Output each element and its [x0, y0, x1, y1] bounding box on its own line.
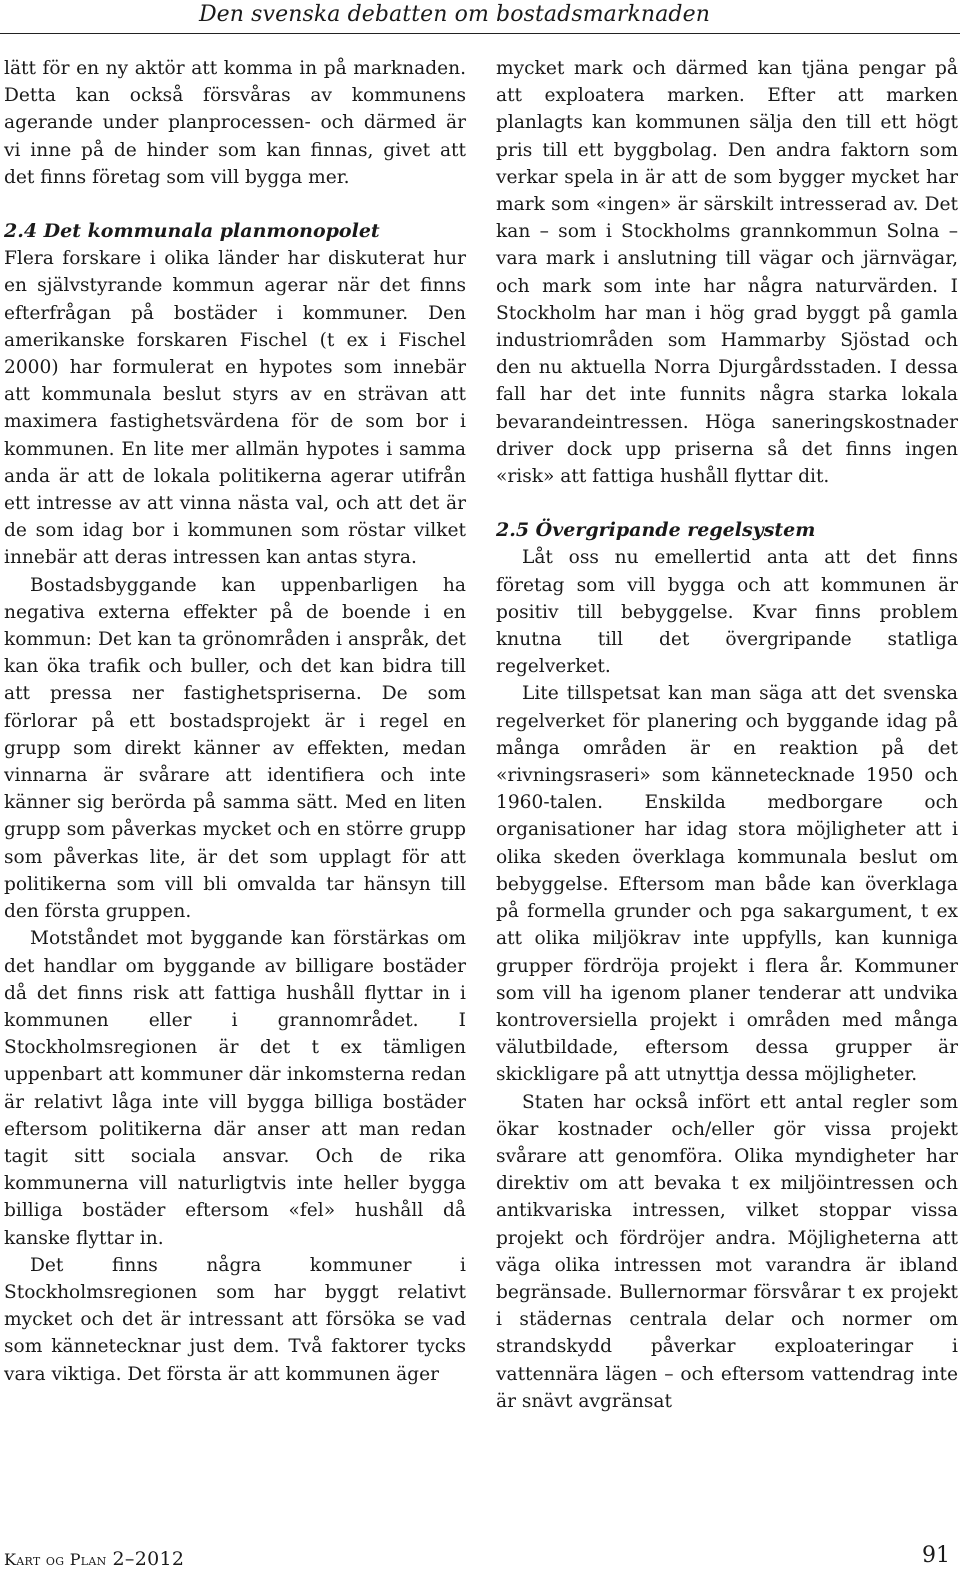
header-rule — [0, 33, 960, 34]
left-paragraph-2: Flera forskare i olika länder har diskuterat hur en självstyrande kommun agerar när det finns efterfrågan på bostäder i kommuner. Den amerikanske forskaren Fischel (t ex i Fischel 2000) har formulerat en hypotes som innebär att kommunala beslut styrs av en strävan att maximera fastighetsvärdena för de som bor i kommunen. En lite mer allmän hypotes i samma anda är att de lokala politikerna agerar utifrån ett intresse av att vinna nästa val, och att det är de som idag bor i kommunen som röstar vilket innebär att deras intressen kan antas styra. — [4, 248, 466, 569]
left-paragraph-4: Motståndet mot byggande kan förstärkas om det handlar om byggande av billigare bostäder då det finns risk att fattiga hushåll flyttar in i kommunen eller i grannområdet. I Stockholmsregionen är det t ex tämligen uppenbart att kommuner där inkomsterna redan är relativt låga inte vill bygga billiga bostäder eftersom politikerna där anser att man redan tagit sitt sociala ansvar. Och de rika kommunerna vill naturligtvis inte heller bygga billiga bostäder eftersom «fel» hushåll då kanske flyttar in. — [4, 928, 466, 1249]
running-title: Den svenska debatten om bostadsmarknaden — [198, 2, 710, 27]
issue-number: 2–2012 — [112, 1548, 185, 1570]
page-number: 91 — [922, 1543, 950, 1568]
section-heading-2-5: 2.5 Övergripande regelsystem — [496, 519, 816, 542]
journal-name: Kart og Plan — [4, 1550, 107, 1569]
left-paragraph-1: lätt för en ny aktör att komma in på marknaden. Detta kan också försvåras av kommunens agerande under planprocessen- och därmed är vi inne på de hinder som kan finnas, givet att det finns företag som vill bygga mer. — [4, 58, 466, 188]
right-paragraph-3: Lite tillspetsat kan man säga att det svenska regelverket för planering och byggande idag på många områden är en reaktion på det «rivningsraseri» som kännetecknade 1950 och 1960-talen. Enskilda medborgare och organisationer har idag stora möjligheter att i olika skeden överklaga kommunala beslut om bebyggelse. Eftersom man både kan överklaga på formella grunder och pga sakargument, t ex att olika miljökrav inte uppfylls, kan kunniga grupper fördröja projekt i flera år. Kommuner som vill ha igenom planer tenderar att undvika kontroversiella projekt i områden med många välutbildade, eftersom dessa grupper är skickligare på att utnyttja dessa möjligheter. — [496, 683, 958, 1086]
left-paragraph-3: Bostadsbyggande kan uppenbarligen ha negativa externa effekter på de boende i en kommun: Det kan ta grönområden i anspråk, det kan öka trafik och buller, och det kan bidra till att pressa ner fastighetspriserna. De som förlorar på ett bostadsprojekt är i regel en grupp som direkt känner av effekten, medan vinnarna är svårare att identifiera och inte känner sig berörda på samma sätt. Med en liten grupp som påverkas mycket och en större grupp som påverkas lite, är det som upplagt för att politikerna som vill bli omvalda tar hänsyn till den första gruppen. — [4, 574, 466, 923]
right-column — [496, 55, 958, 1415]
journal-footer — [4, 1548, 184, 1570]
left-column — [4, 55, 466, 1388]
right-paragraph-2: Låt oss nu emellertid anta att det finns företag som vill bygga och att kommunen är positiv till bebyggelse. Kvar finns problem knutna till det övergripande statliga regelverket. — [496, 547, 958, 678]
left-paragraph-5: Det finns några kommuner i Stockholmsregionen som har byggt relativt mycket och det är intressant att försöka se vad som kännetecknar just dem. Två faktorer tycks vara viktiga. Det första är att kommunen äger — [4, 1254, 466, 1385]
right-paragraph-4: Staten har också infört ett antal regler som ökar kostnader och/eller gör vissa projekt svårare att genomföra. Olika myndigheter har direktiv om att bevaka t ex miljöintressen och antikvariska intressen, vilket stoppar vissa projekt och fördröjer andra. Möjligheterna att väga olika intressen mot varandra är ibland begränsade. Bullernormar försvårar t ex projekt i städernas centrala delar och normer om strandskydd påverkar exploateringar i vattennära lägen – och eftersom vattendrag inte är snävt avgränsat — [496, 1091, 958, 1412]
right-paragraph-1: mycket mark och därmed kan tjäna pengar på att exploatera marken. Efter att marken planlagts kan kommunen sälja den till ett högt pris till ett byggbolag. Den andra faktorn som verkar spela in är att de som bygger mycket har mark som «ingen» är särskilt intresserad av. Det kan – som i Stockholms grannkommun Solna – vara mark i anslutning till vägar och järnvägar, och mark som inte har några naturvärden. I Stockholm har man i hög grad byggt på gamla industriområden som Hammarby Sjöstad och den nu aktuella Norra Djurgårdsstaden. I dessa fall har det inte funnits några starka lokala bevarandeintressen. Höga saneringskostnader driver dock upp priserna så det finns ingen «risk» att fattiga hushåll flyttar dit. — [496, 58, 958, 488]
section-heading-2-4: 2.4 Det kommunala planmonopolet — [4, 220, 380, 243]
